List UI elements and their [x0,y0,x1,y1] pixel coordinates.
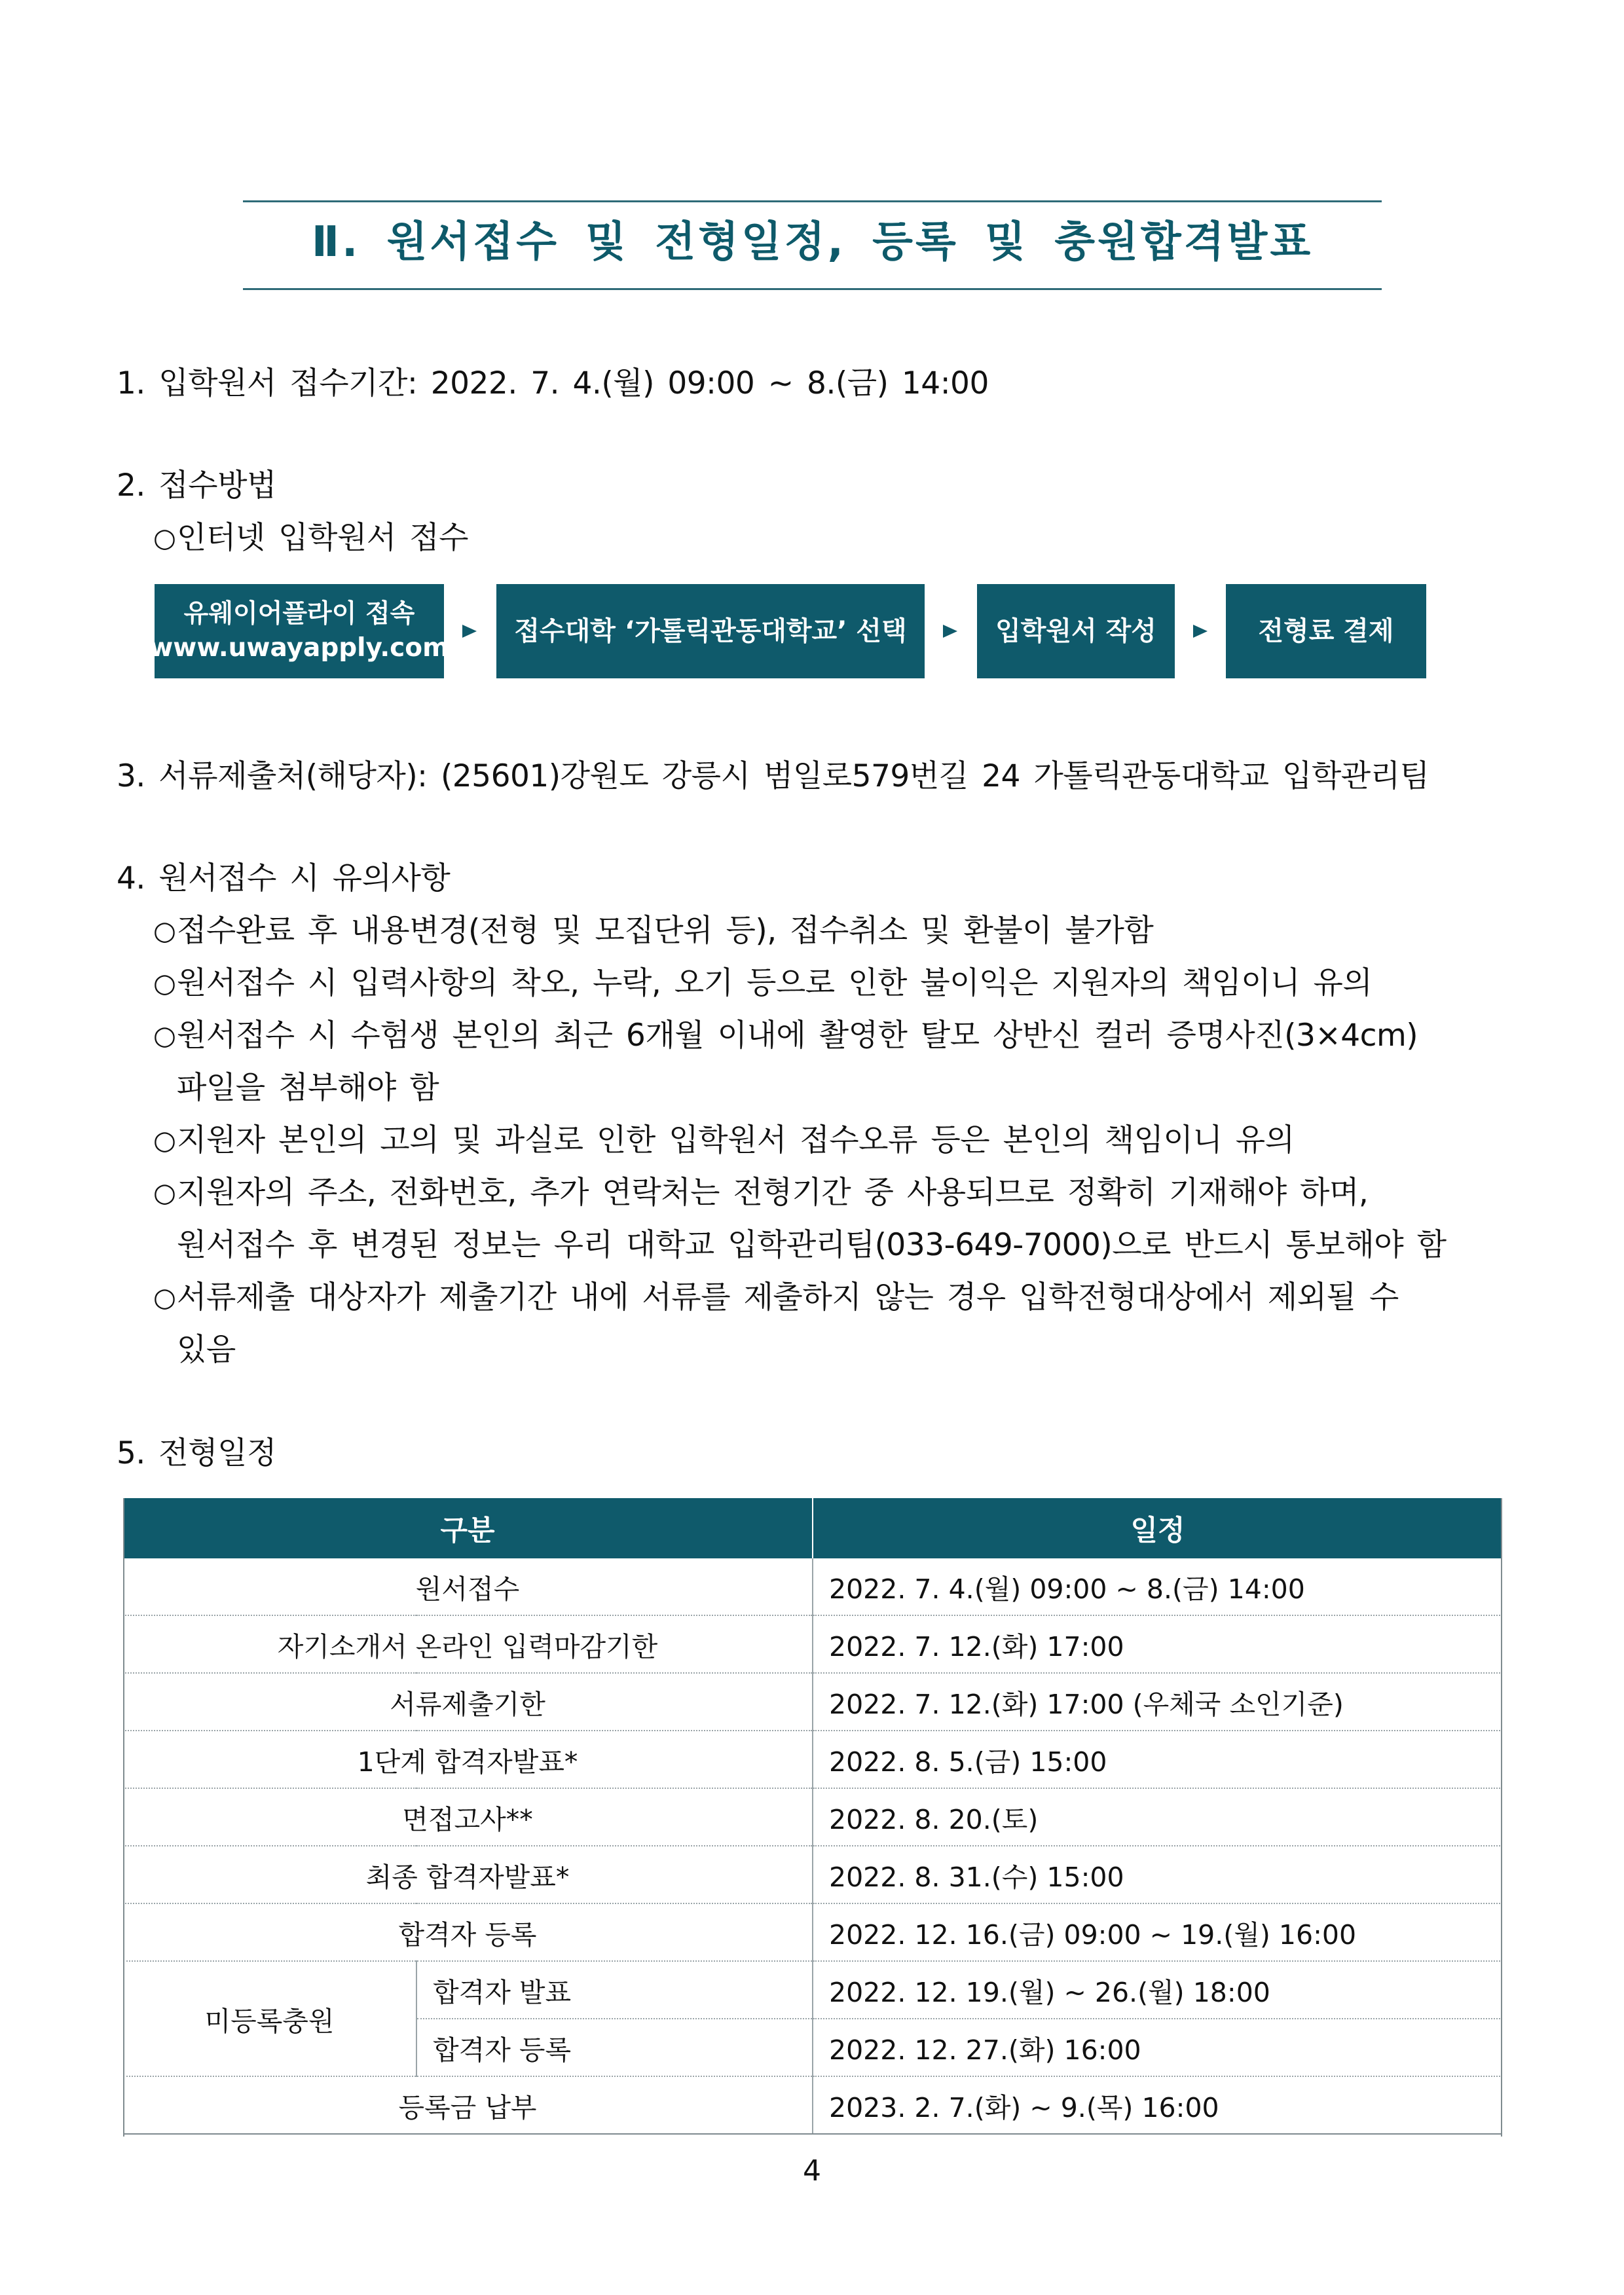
schedule-table [123,1498,1502,2135]
row-label: 1단계 합격자발표* [123,1731,813,1788]
group-label-unregistered-fill: 미등록충원 [123,1961,416,2076]
page-number: 4 [803,2154,821,2188]
notice-text: 지원자 본인의 고의 및 과실로 인한 입학원서 접수오류 등은 본인의 책임이니 유의 [177,1122,1295,1158]
section-1-application-period: 1. 입학원서 접수기간: 2022. 7. 4.(월) 09:00 ~ 8.(금) 14:00 [117,365,989,401]
table-header-row [123,1498,1502,1558]
section-5-heading: 5. 전형일정 [117,1435,276,1471]
notice-text: 접수완료 후 내용변경(전형 및 모집단위 등), 접수취소 및 환불이 불가함 [177,913,1154,949]
section-2-heading: 2. 접수방법 [117,468,276,504]
row-date: 2022. 8. 31.(수) 15:00 [813,1846,1502,1903]
table-row [123,2076,1502,2134]
row-date: 2022. 8. 5.(금) 15:00 [813,1731,1502,1788]
row-sublabel: 합격자 등록 [416,2019,813,2076]
flow-step-1-line1: 유웨이어플라이 접속 [183,599,415,629]
notice-text: 서류제출 대상자가 제출기간 내에 서류를 제출하지 않는 경우 입학전형대상에서 제외될 수 [177,1279,1399,1315]
row-label: 면접고사** [123,1788,813,1846]
table-row [123,1615,1502,1673]
notice-item [153,1278,1399,1317]
flow-step-write-application [977,584,1175,678]
flow-step-3-label: 입학원서 작성 [995,616,1156,646]
row-date: 2022. 7. 12.(화) 17:00 [813,1615,1502,1673]
row-date: 2022. 12. 19.(월) ~ 26.(월) 18:00 [813,1961,1502,2019]
table-row [123,1961,1502,2019]
row-date: 2023. 2. 7.(화) ~ 9.(목) 16:00 [813,2076,1502,2134]
row-label: 서류제출기한 [123,1673,813,1731]
section-2-bullet [153,519,468,558]
notice-item [153,1016,1418,1056]
notice-text: 원서접수 시 입력사항의 착오, 누락, 오기 등으로 인한 불이익은 지원자의 책임이니 유의 [177,965,1373,1001]
notice-item [153,911,1153,951]
notice-text: 지원자의 주소, 전화번호, 추가 연락처는 전형기간 중 사용되므로 정확히 기재해야 하며, [177,1175,1369,1211]
section-2-bullet-text: 인터넷 입학원서 접수 [177,520,468,556]
page-title: Ⅱ. 원서접수 및 전형일정, 등록 및 충원합격발표 [311,218,1314,266]
bullet-circle-icon: ○ [153,1178,176,1208]
table-row [123,1731,1502,1788]
bullet-circle-icon: ○ [153,968,176,999]
section-3-submission-address: 3. 서류제출처(해당자): (25601)강원도 강릉시 범일로579번길 24 가톨릭관동대학교 입학관리팀 [117,758,1430,794]
row-label: 최종 합격자발표* [123,1846,813,1903]
notice-text: 원서접수 시 수험생 본인의 최근 6개월 이내에 촬영한 탈모 상반신 컬러 증명사진(3×4cm) [177,1018,1418,1054]
title-bottom-rule [243,288,1382,290]
row-label: 등록금 납부 [123,2076,813,2134]
title-top-rule [243,200,1382,202]
section-4-heading: 4. 원서접수 시 유의사항 [117,860,451,896]
row-label: 원서접수 [123,1558,813,1615]
row-label: 자기소개서 온라인 입력마감기한 [123,1615,813,1673]
flow-step-2-label: 접수대학 ‘가톨릭관동대학교’ 선택 [514,616,907,646]
row-date: 2022. 7. 4.(월) 09:00 ~ 8.(금) 14:00 [813,1558,1502,1615]
row-sublabel: 합격자 발표 [416,1961,813,2019]
row-date: 2022. 12. 16.(금) 09:00 ~ 19.(월) 16:00 [813,1903,1502,1961]
flow-step-1-line2: (www.uwayapply.com) [138,633,461,663]
bullet-circle-icon: ○ [153,1126,176,1156]
arrow-right-icon [1193,625,1208,638]
bullet-circle-icon: ○ [153,1021,176,1051]
arrow-right-icon [462,625,477,638]
bullet-circle-icon: ○ [153,916,176,946]
notice-item [153,964,1372,1003]
bullet-circle-icon: ○ [153,523,176,553]
flow-step-4-label: 전형료 결제 [1258,616,1394,646]
header-schedule: 일정 [813,1498,1502,1558]
table-row [123,1558,1502,1615]
flow-step-select-university [496,584,925,678]
flow-step-uwayapply [138,584,461,678]
header-category: 구분 [123,1498,813,1558]
flow-step-pay-fee [1226,584,1426,678]
row-date: 2022. 8. 20.(토) [813,1788,1502,1846]
table-row [123,1673,1502,1731]
row-date: 2022. 12. 27.(화) 16:00 [813,2019,1502,2076]
notice-continuation: 원서접수 후 변경된 정보는 우리 대학교 입학관리팀(033-649-7000)으로 반드시 통보해야 함 [177,1227,1447,1263]
table-row [123,1788,1502,1846]
table-row [123,1903,1502,1961]
table-row [123,1846,1502,1903]
notice-continuation: 파일을 첨부해야 함 [177,1070,439,1106]
row-date: 2022. 7. 12.(화) 17:00 (우체국 소인기준) [813,1673,1502,1731]
notice-item [153,1173,1368,1213]
notice-item [153,1121,1295,1160]
notice-continuation: 있음 [177,1332,236,1368]
row-label: 합격자 등록 [123,1903,813,1961]
bullet-circle-icon: ○ [153,1283,176,1313]
arrow-right-icon [943,625,957,638]
